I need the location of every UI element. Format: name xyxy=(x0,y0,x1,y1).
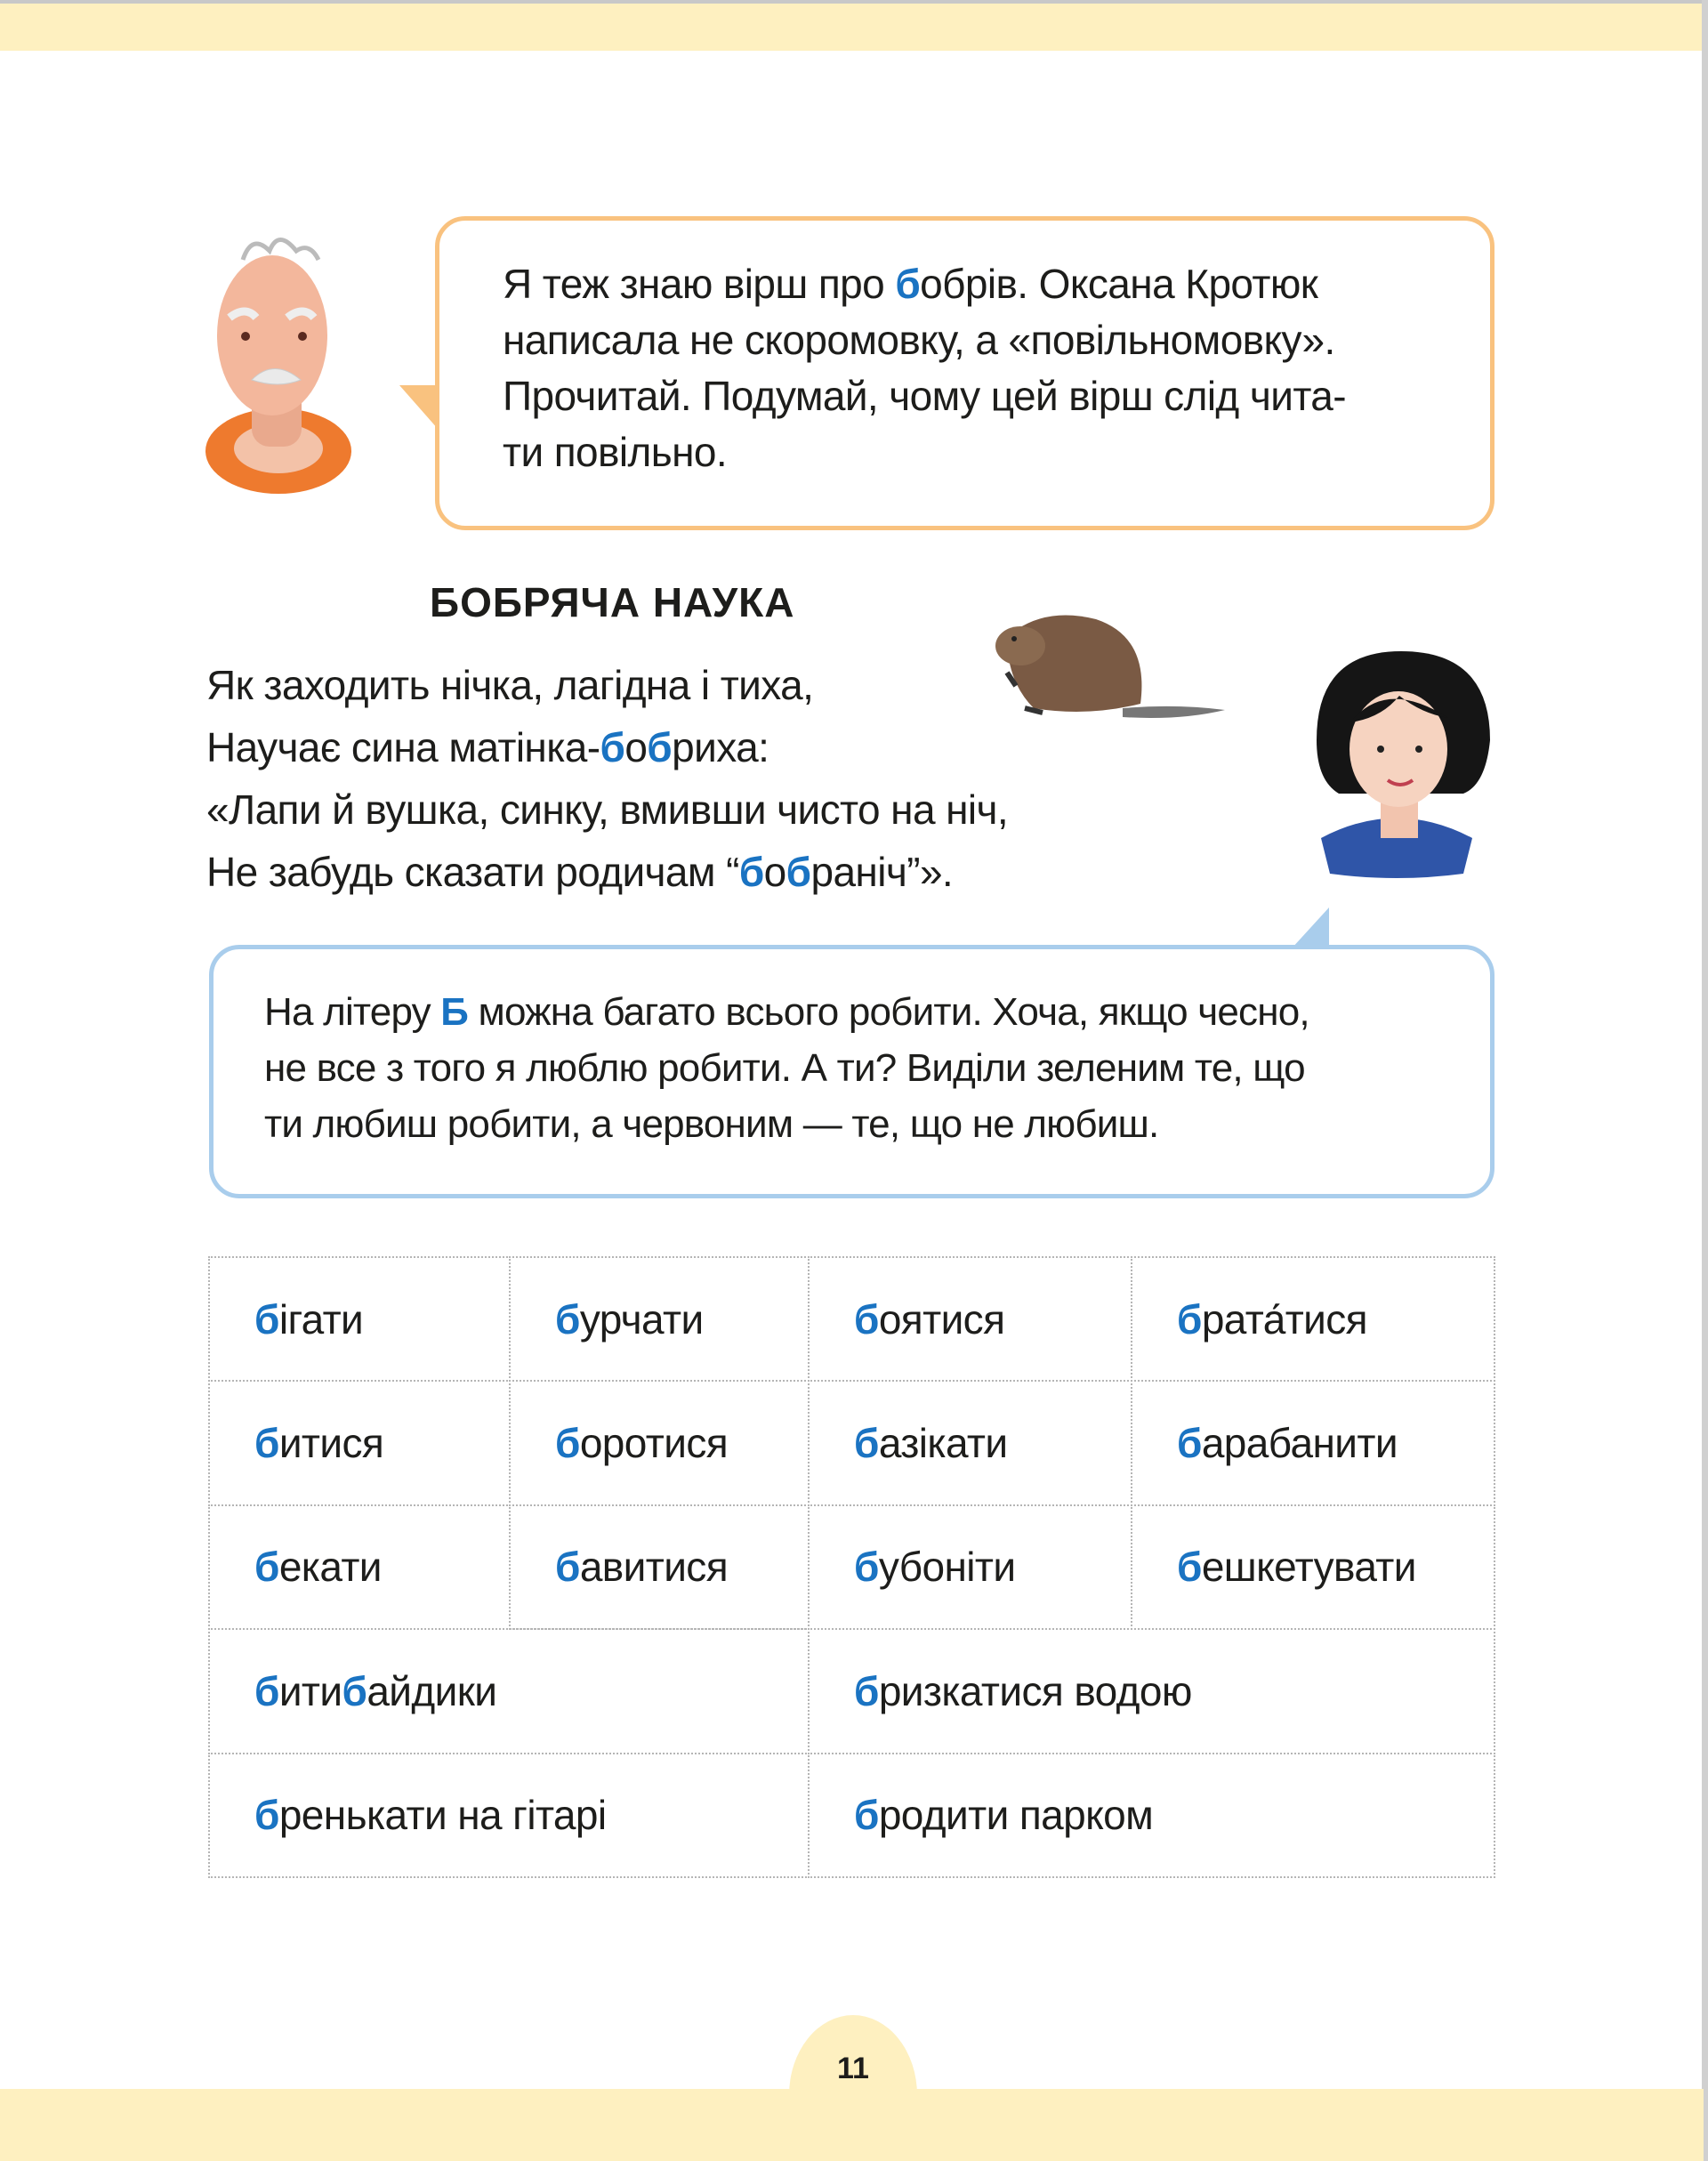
text-segment: о xyxy=(763,849,786,895)
text-line xyxy=(503,312,1346,368)
word-cell[interactable] xyxy=(808,1504,1132,1630)
highlighted-letter: б xyxy=(854,1792,879,1839)
word-cell[interactable] xyxy=(1131,1380,1495,1505)
word-cell[interactable] xyxy=(808,1256,1132,1382)
text-segment: Як заходить нічка, лагідна і тиха, xyxy=(206,662,814,708)
text-segment: арабанити xyxy=(1201,1420,1398,1467)
highlighted-letter: Б xyxy=(440,990,469,1034)
word-cell[interactable] xyxy=(208,1256,511,1382)
highlighted-letter: б xyxy=(254,1792,279,1839)
highlighted-letter: б xyxy=(600,724,625,770)
text-segment: екати xyxy=(278,1544,382,1591)
highlighted-letter: б xyxy=(1177,1295,1202,1343)
text-segment: обрів. Оксана Кротюк xyxy=(920,261,1318,307)
highlighted-letter: б xyxy=(786,849,811,895)
beaver-illustration xyxy=(989,610,1229,726)
text-segment: можна багато всього робити. Хоча, якщо чесно, xyxy=(468,990,1309,1034)
word-cell[interactable] xyxy=(808,1753,1495,1878)
girl-illustration xyxy=(1299,651,1503,878)
highlighted-letter: б xyxy=(254,1420,279,1467)
text-segment: убоніти xyxy=(878,1544,1016,1591)
word-cell[interactable] xyxy=(208,1380,511,1505)
poem-text xyxy=(206,654,1008,903)
text-segment: ти любиш робити, а червоним — те, що не любиш. xyxy=(264,1102,1159,1146)
text-segment: ити xyxy=(278,1667,342,1714)
text-segment: написала не скоромовку, а «повільномовку». xyxy=(503,317,1335,363)
word-cell[interactable] xyxy=(509,1256,810,1382)
text-line xyxy=(206,841,1008,903)
highlighted-letter: б xyxy=(854,1667,879,1714)
grandpa-speech-text xyxy=(503,256,1346,480)
text-line xyxy=(264,1040,1309,1096)
text-segment: не все з того я люблю робити. А ти? Виділи зеленим те, що xyxy=(264,1046,1305,1090)
text-segment: азікати xyxy=(878,1420,1008,1467)
poem-title: БОБРЯЧА НАУКА xyxy=(430,579,795,625)
highlighted-letter: б xyxy=(738,849,764,895)
word-cell[interactable] xyxy=(208,1628,810,1754)
highlighted-letter: б xyxy=(647,724,673,770)
page-edge xyxy=(1702,0,1708,2161)
text-segment: ігати xyxy=(278,1295,364,1343)
highlighted-letter: б xyxy=(555,1295,580,1343)
text-segment: урчати xyxy=(579,1295,704,1343)
text-segment: раніч”». xyxy=(810,849,954,895)
girl-speech-text xyxy=(264,984,1309,1152)
word-cell[interactable] xyxy=(1131,1504,1495,1630)
text-line xyxy=(503,424,1346,480)
word-cell[interactable] xyxy=(509,1380,810,1505)
grandpa-illustration xyxy=(203,233,363,500)
word-cell[interactable] xyxy=(808,1380,1132,1505)
text-segment: ризкатися водою xyxy=(878,1667,1192,1714)
highlighted-letter: б xyxy=(555,1420,580,1467)
text-segment: оротися xyxy=(579,1420,729,1467)
text-segment: родити парком xyxy=(878,1792,1154,1839)
word-cell[interactable] xyxy=(1131,1256,1495,1382)
text-segment: о xyxy=(624,724,648,770)
text-segment: ти повільно. xyxy=(503,429,728,475)
word-cell[interactable] xyxy=(208,1753,810,1878)
speech-bubble-tail xyxy=(1292,907,1329,948)
text-segment: Прочитай. Подумай, чому цей вірш слід чита- xyxy=(503,373,1346,419)
word-cell[interactable] xyxy=(808,1628,1495,1754)
text-segment: авитися xyxy=(579,1544,729,1591)
text-line xyxy=(206,654,1008,716)
text-line xyxy=(503,368,1346,424)
speech-bubble-tail xyxy=(399,385,439,430)
text-segment: ешкетувати xyxy=(1201,1544,1416,1591)
highlighted-letter: б xyxy=(1177,1420,1202,1467)
activity-word-table xyxy=(209,1257,1494,1877)
text-segment: ренькати на гітарі xyxy=(278,1792,607,1839)
text-segment: оятися xyxy=(878,1295,1005,1343)
highlighted-letter: б xyxy=(342,1667,367,1714)
text-segment: Научає сина матінка- xyxy=(206,724,600,770)
text-segment: риха: xyxy=(672,724,769,770)
text-segment: На літеру xyxy=(264,990,441,1034)
word-cell[interactable] xyxy=(208,1504,511,1630)
word-cell[interactable] xyxy=(509,1504,810,1630)
text-line xyxy=(206,778,1008,841)
text-segment: рата́тися xyxy=(1201,1295,1367,1343)
highlighted-letter: б xyxy=(895,261,921,307)
text-segment: Я теж знаю вірш про xyxy=(503,261,896,307)
text-line xyxy=(206,716,1008,778)
text-line xyxy=(264,984,1309,1040)
text-segment: «Лапи й вушка, синку, вмивши чисто на ніч, xyxy=(206,786,1009,833)
highlighted-letter: б xyxy=(1177,1544,1202,1591)
highlighted-letter: б xyxy=(254,1667,279,1714)
highlighted-letter: б xyxy=(254,1295,279,1343)
highlighted-letter: б xyxy=(555,1544,580,1591)
highlighted-letter: б xyxy=(854,1420,879,1467)
highlighted-letter: б xyxy=(854,1544,879,1591)
text-segment: айдики xyxy=(367,1667,497,1714)
text-line xyxy=(264,1096,1309,1152)
text-line xyxy=(503,256,1346,312)
text-segment: Не забудь сказати родичам “ xyxy=(206,849,739,895)
top-band xyxy=(0,0,1704,51)
highlighted-letter: б xyxy=(254,1544,279,1591)
highlighted-letter: б xyxy=(854,1295,879,1343)
text-segment: итися xyxy=(278,1420,384,1467)
page-number: 11 xyxy=(837,2052,869,2085)
